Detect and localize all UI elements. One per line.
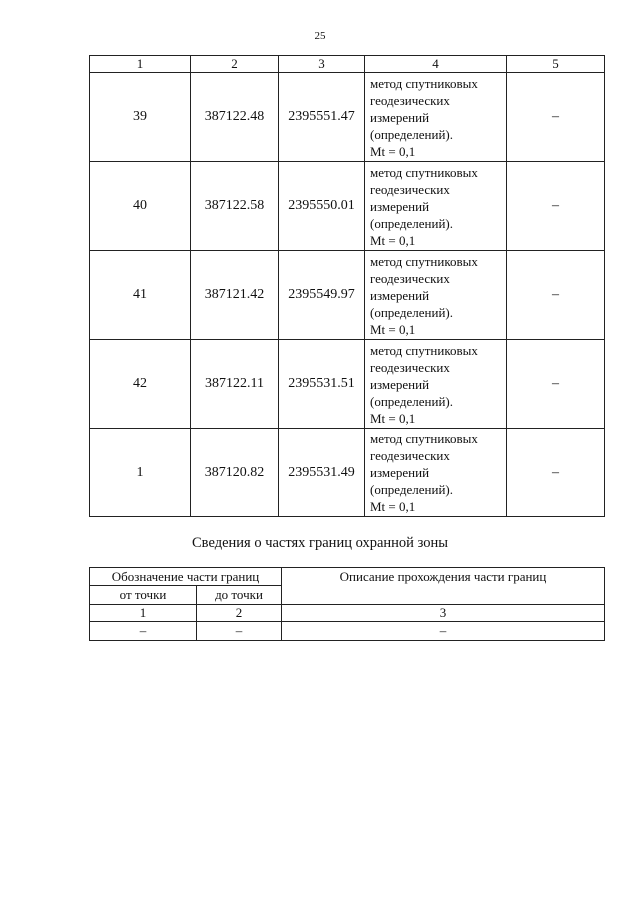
method-cell: [365, 429, 507, 517]
table-row: [90, 162, 605, 251]
boundary-parts-table: [89, 567, 605, 641]
x-coordinate-cell: 387120.82: [191, 429, 279, 517]
table-row: [90, 429, 605, 517]
method-line: Mt = 0,1: [370, 321, 416, 337]
header-row-top: [90, 568, 605, 586]
method-line: геодезических: [370, 448, 450, 463]
table-row: [90, 73, 605, 162]
section-title: Сведения о частях границ охранной зоны: [192, 535, 448, 551]
note-cell: –: [507, 251, 605, 340]
method-line: (определений).: [370, 215, 453, 231]
to-point-cell: –: [197, 622, 282, 641]
method-line: геодезических: [370, 181, 450, 197]
y-coordinate-cell: 2395550.01: [279, 162, 365, 251]
header-col-3: 3: [279, 56, 365, 73]
method-line: метод спутниковых: [370, 342, 478, 358]
point-number-cell: 42: [90, 340, 191, 429]
header-col-1: 1: [90, 56, 191, 73]
y-coordinate-cell: 2395551.47: [279, 73, 365, 162]
method-line: (определений).: [370, 482, 453, 497]
method-cell: [365, 73, 507, 162]
method-cell: [365, 162, 507, 251]
note-cell: –: [507, 162, 605, 251]
column-number-3: 3: [282, 605, 605, 622]
method-line: метод спутниковых: [370, 164, 478, 180]
x-coordinate-cell: 387122.58: [191, 162, 279, 251]
method-line: геодезических: [370, 92, 450, 108]
to-point-header: до точки: [197, 586, 282, 605]
method-line: метод спутниковых: [370, 253, 478, 269]
method-cell: [365, 251, 507, 340]
method-line: (определений).: [370, 304, 453, 320]
method-line: Mt = 0,1: [370, 499, 416, 514]
method-line: Mt = 0,1: [370, 232, 416, 248]
method-line: измерений: [370, 376, 430, 392]
method-line: геодезических: [370, 359, 450, 375]
header-col-2: 2: [191, 56, 279, 73]
x-coordinate-cell: 387122.48: [191, 73, 279, 162]
point-number-cell: 1: [90, 429, 191, 517]
method-line: (определений).: [370, 126, 453, 142]
y-coordinate-cell: 2395531.51: [279, 340, 365, 429]
x-coordinate-cell: 387121.42: [191, 251, 279, 340]
note-cell: –: [507, 73, 605, 162]
method-line: геодезических: [370, 270, 450, 286]
boundary-part-designation-header: Обозначение части границ: [90, 568, 282, 586]
description-cell: –: [282, 622, 605, 641]
column-number-1: 1: [90, 605, 197, 622]
y-coordinate-cell: 2395549.97: [279, 251, 365, 340]
method-line: измерений: [370, 109, 430, 125]
coordinates-table: [89, 55, 605, 517]
method-cell: [365, 340, 507, 429]
table-row: [90, 622, 605, 641]
table-row: [90, 340, 605, 429]
column-numbers-row: [90, 605, 605, 622]
point-number-cell: 39: [90, 73, 191, 162]
header-col-4: 4: [365, 56, 507, 73]
method-line: (определений).: [370, 393, 453, 409]
point-number-cell: 41: [90, 251, 191, 340]
from-point-cell: –: [90, 622, 197, 641]
column-number-2: 2: [197, 605, 282, 622]
header-row: [90, 56, 605, 73]
header-col-5: 5: [507, 56, 605, 73]
note-cell: –: [507, 340, 605, 429]
page-number: 25: [314, 30, 326, 42]
method-line: измерений: [370, 198, 430, 214]
y-coordinate-cell: 2395531.49: [279, 429, 365, 517]
boundary-description-header: Описание прохождения части границ: [282, 568, 605, 605]
method-line: метод спутниковых: [370, 75, 478, 91]
method-line: измерений: [370, 287, 430, 303]
table-row: [90, 251, 605, 340]
method-line: измерений: [370, 465, 430, 480]
note-cell: –: [507, 429, 605, 517]
x-coordinate-cell: 387122.11: [191, 340, 279, 429]
method-line: метод спутниковых: [370, 431, 478, 446]
method-line: Mt = 0,1: [370, 410, 416, 426]
method-line: Mt = 0,1: [370, 143, 416, 159]
from-point-header: от точки: [90, 586, 197, 605]
point-number-cell: 40: [90, 162, 191, 251]
coordinates-table-body: [90, 73, 605, 517]
